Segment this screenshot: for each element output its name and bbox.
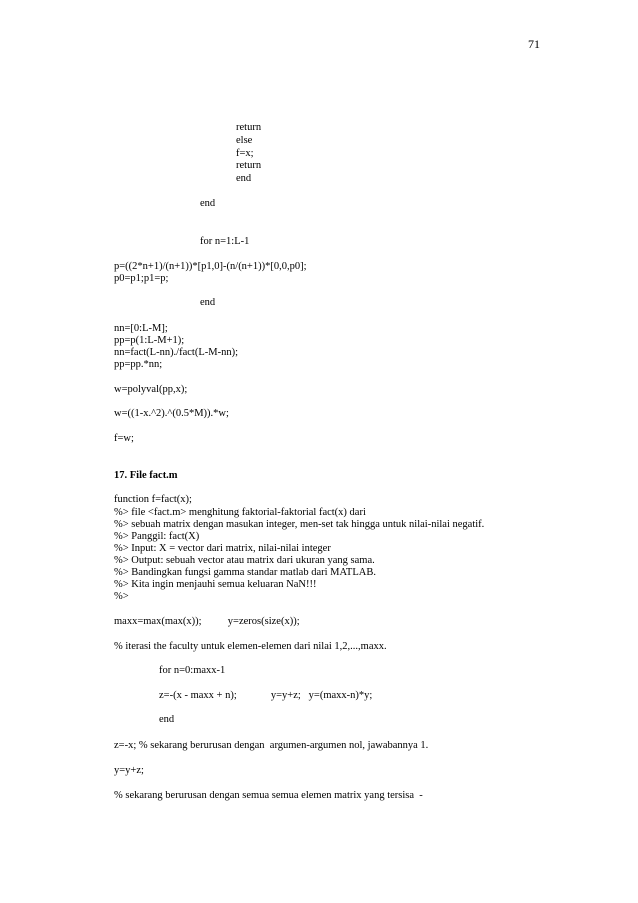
comment-line-6: %> Bandingkan fungsi gamma standar matlab dari MATLAB. <box>114 567 376 578</box>
comment-line-remaining: % sekarang berurusan dengan semua semua elemen matrix yang tersisa - <box>114 790 423 801</box>
code-line-else: else <box>236 135 253 146</box>
code-line-for-maxx: for n=0:maxx-1 <box>159 665 226 676</box>
code-line-z-update: z=-(x - maxx + n); y=y+z; y=(maxx-n)*y; <box>159 690 373 701</box>
code-line-end-inner: end <box>236 173 252 184</box>
code-line-w-scale: w=((1-x.^2).^(0.5*M)).*w; <box>114 408 229 419</box>
code-line-function: function f=fact(x); <box>114 494 192 505</box>
code-line-end-for: end <box>200 297 216 308</box>
comment-line-4: %> Input: X = vector dari matrix, nilai-nilai integer <box>114 543 331 554</box>
code-line-nn-fact: nn=fact(L-nn)./fact(L-M-nn); <box>114 347 238 358</box>
comment-line-1: %> file <fact.m> menghitung faktorial-faktorial fact(x) dari <box>114 507 366 518</box>
page-number: 71 <box>528 37 540 51</box>
code-line-p-recursion: p=((2*n+1)/(n+1))*[p1,0]-(n/(n+1))*[0,0,p0]; <box>114 261 307 272</box>
comment-line-8: %> <box>114 591 129 602</box>
code-line-z-neg: z=-x; % sekarang berurusan dengan argumen-argumen nol, jawabannya 1. <box>114 740 429 751</box>
section-heading: 17. File fact.m <box>114 470 178 481</box>
code-line-fx: f=x; <box>236 148 254 159</box>
code-line-return-1: return <box>236 122 262 133</box>
comment-line-7: %> Kita ingin menjauhi semua keluaran NaN!!! <box>114 579 317 590</box>
code-line-end-if: end <box>200 198 216 209</box>
code-line-y-sum: y=y+z; <box>114 765 144 776</box>
comment-line-5: %> Output: sebuah vector atau matrix dari ukuran yang sama. <box>114 555 375 566</box>
code-line-maxx: maxx=max(max(x)); y=zeros(size(x)); <box>114 616 300 627</box>
comment-line-iterate: % iterasi the faculty untuk elemen-elemen dari nilai 1,2,...,maxx. <box>114 641 387 652</box>
code-line-w-polyval: w=polyval(pp,x); <box>114 384 188 395</box>
code-line-fw: f=w; <box>114 433 134 444</box>
code-line-nn: nn=[0:L-M]; <box>114 323 168 334</box>
code-line-pp: pp=p(1:L-M+1); <box>114 335 185 346</box>
comment-line-2: %> sebuah matrix dengan masukan integer, men-set tak hingga untuk nilai-nilai negatif. <box>114 519 485 530</box>
code-line-p0-p1: p0=p1;p1=p; <box>114 273 169 284</box>
code-line-pp-nn: pp=pp.*nn; <box>114 359 163 370</box>
code-line-return-2: return <box>236 160 262 171</box>
comment-line-3: %> Panggil: fact(X) <box>114 531 200 542</box>
code-line-for-loop: for n=1:L-1 <box>200 236 250 247</box>
code-line-end-loop: end <box>159 714 175 725</box>
